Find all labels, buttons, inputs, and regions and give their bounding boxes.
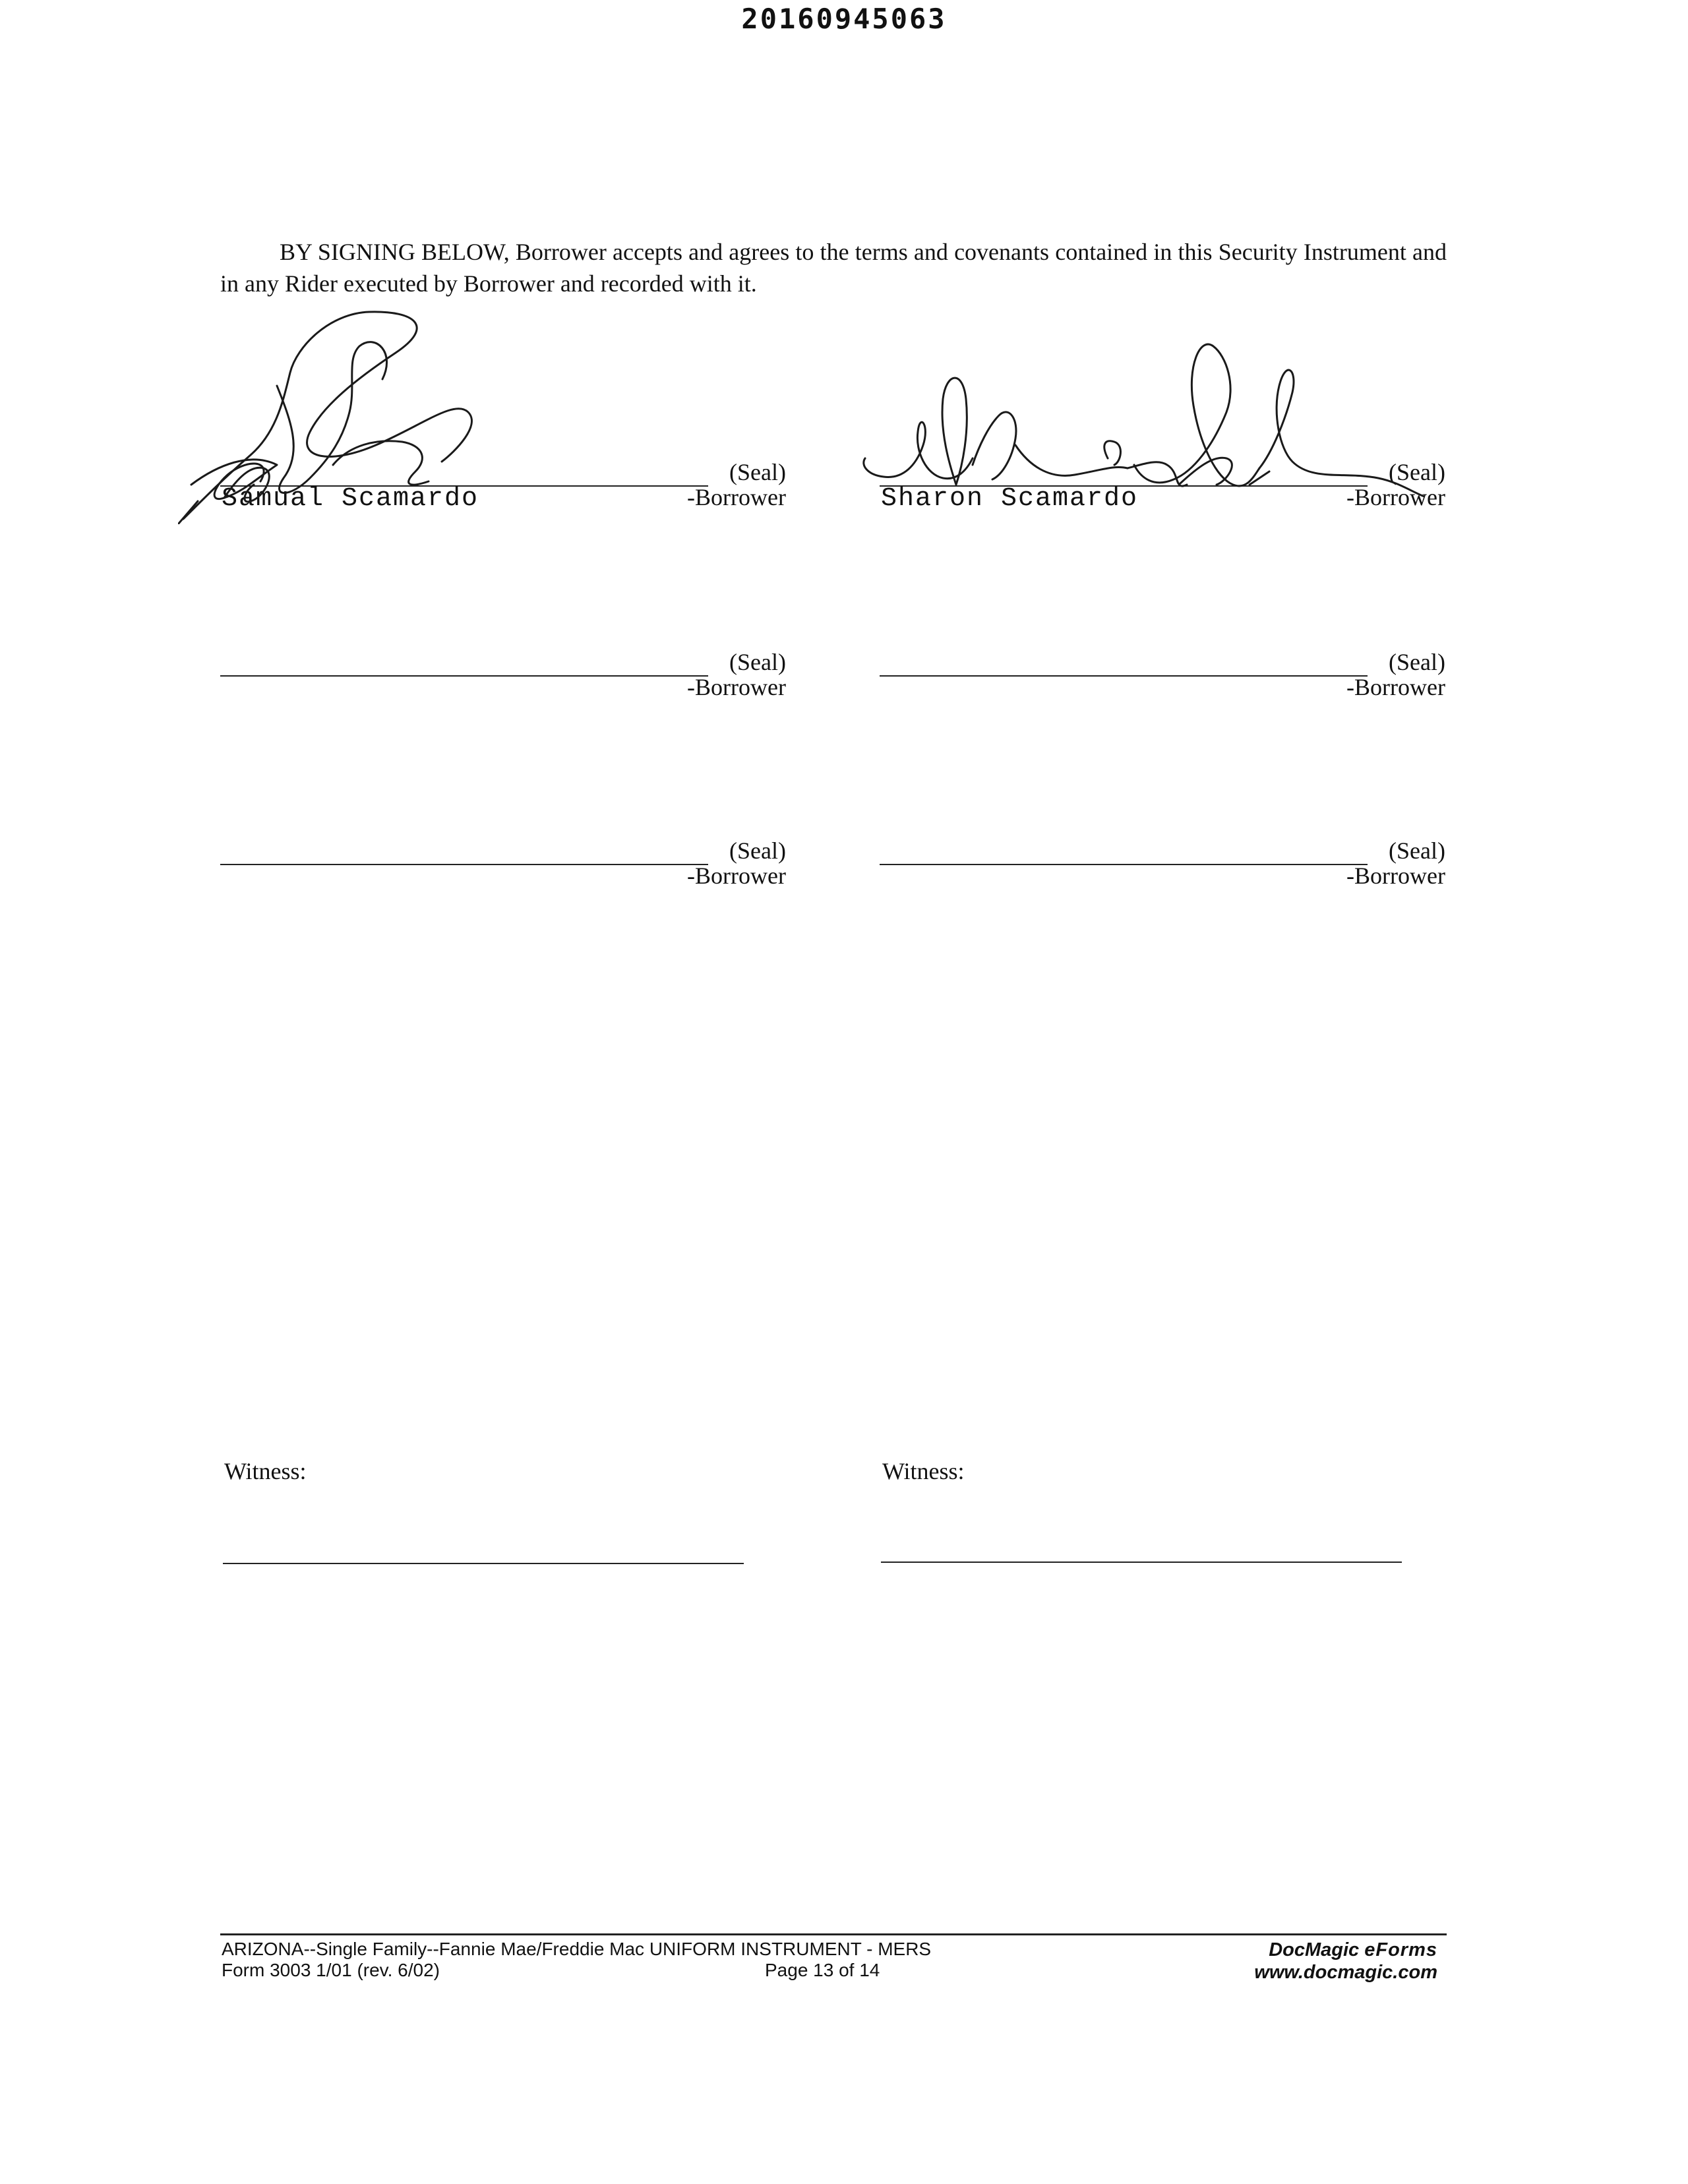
witness-line-right (881, 1562, 1402, 1563)
witness-label-right: Witness: (882, 1458, 965, 1484)
seal-label: (Seal) (1389, 459, 1445, 485)
borrower-label: -Borrower (687, 674, 786, 700)
borrower-signature-block-2 (880, 459, 1445, 518)
seal-label: (Seal) (729, 837, 786, 864)
borrower-label: -Borrower (1346, 484, 1445, 510)
signing-statement-lead: BY SIGNING BELOW, (280, 239, 510, 265)
borrower-label: -Borrower (1346, 863, 1445, 889)
signature-line (220, 675, 708, 677)
witness-line-left (223, 1563, 744, 1564)
borrower-name: Samual Scamardo (222, 484, 479, 514)
witness-label-left: Witness: (224, 1458, 307, 1484)
seal-label: (Seal) (1389, 837, 1445, 864)
signing-statement (220, 236, 1447, 299)
form-number: Form 3003 1/01 (rev. 6/02) (222, 1960, 440, 1980)
form-title: ARIZONA--Single Family--Fannie Mae/Freddie Mac UNIFORM INSTRUMENT - MERS (222, 1939, 932, 1959)
signature-line (880, 675, 1368, 677)
signature-line (220, 864, 708, 865)
borrower-signature-block-5 (220, 837, 786, 897)
seal-label: (Seal) (729, 459, 786, 485)
signature-line (880, 864, 1368, 865)
page-number: Page 13 of 14 (765, 1960, 880, 1980)
seal-label: (Seal) (729, 649, 786, 675)
borrower-label: -Borrower (687, 863, 786, 889)
seal-label: (Seal) (1389, 649, 1445, 675)
borrower-signature-block-6 (880, 837, 1445, 897)
recording-number: 20160945063 (741, 3, 947, 35)
borrower-signature-block-4 (880, 649, 1445, 708)
brand-name: DocMagic (1269, 1939, 1360, 1960)
borrower-label: -Borrower (1346, 674, 1445, 700)
borrower-label: -Borrower (687, 484, 786, 510)
borrower-signature-block-1 (220, 459, 786, 518)
signing-statement-text: Borrower accepts and agrees to the terms and covenants contained in this Security Instrument and in any Rider executed by Borrower and recorded with it. (220, 239, 1447, 297)
brand-line (1254, 1939, 1437, 1961)
brand-website: www.docmagic.com (1254, 1962, 1437, 1983)
eforms-logo: eForms (1364, 1939, 1437, 1960)
footer-divider (220, 1933, 1447, 1935)
docmagic-branding (1254, 1939, 1437, 1984)
borrower-signature-block-3 (220, 649, 786, 708)
borrower-name: Sharon Scamardo (881, 484, 1139, 514)
